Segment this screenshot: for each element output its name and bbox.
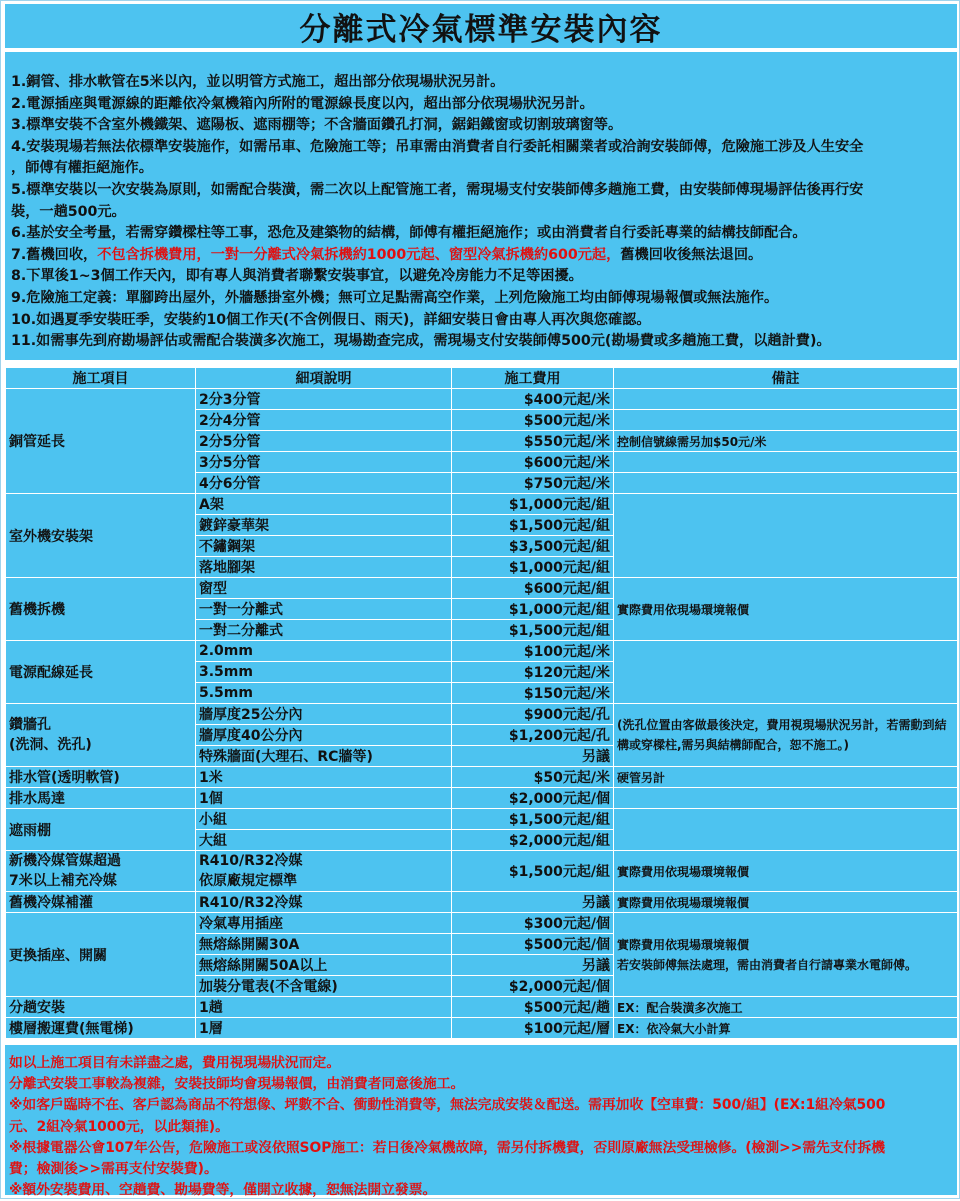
rule-7-lead: 7.舊機回收， bbox=[11, 246, 98, 263]
header-fee: 施工費用 bbox=[452, 368, 614, 389]
fee: $500元起/趟 bbox=[452, 997, 614, 1018]
fee: $750元起/米 bbox=[452, 473, 614, 494]
detail: 2.0mm bbox=[196, 641, 452, 662]
note bbox=[614, 641, 958, 704]
item-drain-motor: 排水馬達 bbox=[6, 788, 196, 809]
fee: $1,500元起/組 bbox=[452, 620, 614, 641]
item-copper: 銅管延長 bbox=[6, 389, 196, 494]
detail: 大組 bbox=[196, 830, 452, 851]
fee: $2,000元起/組 bbox=[452, 830, 614, 851]
note-drill: (洗孔位置由客做最後決定，費用視現場狀況另計，若需動到結構或穿樑柱,需另與結構師配合，恕不施工。) bbox=[614, 704, 958, 767]
rule-2: 2.電源插座與電源線的距離依冷氣機箱內所附的電源線長度以內，超出部分依現場狀況另計。 bbox=[11, 95, 594, 112]
detail: 2分5分管 bbox=[196, 431, 452, 452]
detail: 2分3分管 bbox=[196, 389, 452, 410]
rule-9: 9.危險施工定義：單腳跨出屋外，外牆懸掛室外機；無可立足點需高空作業，上列危險施工均由師傅現場報價或無法施作。 bbox=[11, 289, 779, 306]
rule-5: 5.標準安裝以一次安裝為原則，如需配合裝潢，需二次以上配管施工者，需現場支付安裝師傅多趟施工費，由安裝師傅現場評估後再行安 bbox=[11, 181, 864, 198]
note bbox=[614, 494, 958, 578]
detail: 無熔絲開關50A以上 bbox=[196, 955, 452, 976]
fee: $100元起/層 bbox=[452, 1018, 614, 1039]
fee: $1,200元起/孔 bbox=[452, 725, 614, 746]
note-stairs: EX：依冷氣大小計算 bbox=[614, 1018, 958, 1039]
table-row bbox=[6, 788, 958, 809]
detail: 加裝分電表(不含電線) bbox=[196, 976, 452, 997]
note-removal: 實際費用依現場環境報價 bbox=[614, 578, 958, 641]
fee: $3,500元起/組 bbox=[452, 536, 614, 557]
table-row bbox=[6, 851, 958, 892]
item-drain-pipe: 排水管(透明軟管) bbox=[6, 767, 196, 788]
fee: $500元起/個 bbox=[452, 934, 614, 955]
fee: $1,000元起/組 bbox=[452, 557, 614, 578]
fee: $300元起/個 bbox=[452, 913, 614, 934]
detail: R410/R32冷媒 依原廠規定標準 bbox=[196, 851, 452, 892]
item-trips: 分趟安裝 bbox=[6, 997, 196, 1018]
rule-5-cont: 裝，一趟500元。 bbox=[11, 203, 126, 220]
detail: 牆厚度40公分內 bbox=[196, 725, 452, 746]
detail: 3.5mm bbox=[196, 662, 452, 683]
fee: 另議 bbox=[452, 955, 614, 976]
fee: $1,500元起/組 bbox=[452, 809, 614, 830]
fee: $120元起/米 bbox=[452, 662, 614, 683]
rule-4: 4.安裝現場若無法依標準安裝施作，如需吊車、危險施工等；吊車需由消費者自行委託相關業者或洽詢安裝師傅，危險施工涉及人生安全 bbox=[11, 138, 864, 155]
item-socket: 更換插座、開關 bbox=[6, 913, 196, 997]
detail: 1趟 bbox=[196, 997, 452, 1018]
rule-6: 6.基於安全考量，若需穿鑽樑柱等工事，恐危及建築物的結構，師傅有權拒絕施作；或由消費者自行委託專業的結構技師配合。 bbox=[11, 225, 807, 242]
fee: $600元起/組 bbox=[452, 578, 614, 599]
table-row bbox=[6, 913, 958, 934]
page-title: 分離式冷氣標準安裝內容 bbox=[5, 4, 957, 48]
item-awning: 遮雨棚 bbox=[6, 809, 196, 851]
table-row bbox=[6, 578, 958, 599]
table-row bbox=[6, 641, 958, 662]
fee: $2,000元起/個 bbox=[452, 788, 614, 809]
item-stairs: 樓層搬運費(無電梯) bbox=[6, 1018, 196, 1039]
table-row bbox=[6, 704, 958, 725]
rule-7 bbox=[11, 245, 951, 267]
note-refill-old: 實際費用依現場環境報價 bbox=[614, 892, 958, 913]
fee: $100元起/米 bbox=[452, 641, 614, 662]
detail: 不鏽鋼架 bbox=[196, 536, 452, 557]
detail: A架 bbox=[196, 494, 452, 515]
detail: 落地腳架 bbox=[196, 557, 452, 578]
footer-line: ※根據電器公會107年公告，危險施工或沒依照SOP施工：若日後冷氣機故障，需另付拆機費，否則原廠無法受理檢修。(檢測>>需先支付拆機 bbox=[9, 1139, 886, 1156]
note-refill-new: 實際費用依現場環境報價 bbox=[614, 851, 958, 892]
footer-line: 如以上施工項目有未詳盡之處，費用視現場狀況而定。 bbox=[9, 1055, 341, 1071]
fee: $600元起/米 bbox=[452, 452, 614, 473]
fee: $1,000元起/組 bbox=[452, 599, 614, 620]
note-trips: EX：配合裝潢多次施工 bbox=[614, 997, 958, 1018]
table-row bbox=[6, 809, 958, 830]
fee: $500元起/米 bbox=[452, 410, 614, 431]
header-item: 施工項目 bbox=[6, 368, 196, 389]
detail: 一對一分離式 bbox=[196, 599, 452, 620]
footer-line: 分離式安裝工事較為複雜，安裝技師均會現場報價，由消費者同意後施工。 bbox=[9, 1076, 465, 1093]
note bbox=[614, 410, 958, 431]
footer-notes bbox=[5, 1045, 957, 1199]
detail: 冷氣專用插座 bbox=[196, 913, 452, 934]
fee: 另議 bbox=[452, 746, 614, 767]
table-row bbox=[6, 997, 958, 1018]
detail: 1個 bbox=[196, 788, 452, 809]
detail: 鍍鋅豪華架 bbox=[196, 515, 452, 536]
fee: $150元起/米 bbox=[452, 683, 614, 704]
rule-7-highlight: 不包含拆機費用，一對一分離式冷氣拆機約1000元起、窗型冷氣拆機約600元起， bbox=[97, 246, 621, 263]
fee: $400元起/米 bbox=[452, 389, 614, 410]
fee: $1,000元起/組 bbox=[452, 494, 614, 515]
rule-3: 3.標準安裝不含室外機鐵架、遮陽板、遮雨棚等；不含牆面鑽孔打洞，鋸鋁鐵窗或切割玻璃窗等。 bbox=[11, 117, 623, 134]
item-removal: 舊機拆機 bbox=[6, 578, 196, 641]
footer-line: ※額外安裝費用、空趟費、勘場費等，僅開立收據，恕無法開立發票。 bbox=[9, 1182, 437, 1199]
item-drill: 鑽牆孔 (洗洞、洗孔) bbox=[6, 704, 196, 767]
note bbox=[614, 389, 958, 410]
detail: 3分5分管 bbox=[196, 452, 452, 473]
header-detail: 細項說明 bbox=[196, 368, 452, 389]
footer-line: 費；檢測後>>需再支付安裝費)。 bbox=[9, 1161, 218, 1178]
table-header-row bbox=[6, 368, 958, 389]
note bbox=[614, 809, 958, 851]
rule-10: 10.如遇夏季安裝旺季，安裝約10個工作天(不含例假日、雨天)，詳細安裝日會由專人再次與您確認。 bbox=[11, 311, 651, 328]
detail: 小組 bbox=[196, 809, 452, 830]
detail: 窗型 bbox=[196, 578, 452, 599]
item-rack: 室外機安裝架 bbox=[6, 494, 196, 578]
note-drain-pipe: 硬管另計 bbox=[614, 767, 958, 788]
fee: $1,500元起/組 bbox=[452, 515, 614, 536]
fee: 另議 bbox=[452, 892, 614, 913]
footer-line: ※如客戶臨時不在、客戶認為商品不符想像、坪數不合、衝動性消費等，無法完成安裝＆配送。需再加收【空車費：500/組】(EX:1組冷氣500 bbox=[9, 1097, 886, 1114]
detail: 5.5mm bbox=[196, 683, 452, 704]
table-row bbox=[6, 892, 958, 913]
note-copper: 控制信號線需另加$50元/米 bbox=[614, 431, 958, 452]
item-refill-new: 新機冷媒管媒超過 7米以上補充冷媒 bbox=[6, 851, 196, 892]
footer-line: 元、2組冷氣1000元，以此類推)。 bbox=[9, 1118, 229, 1135]
note-socket: 實際費用依現場環境報價 若安裝師傅無法處理，需由消費者自行請專業水電師傅。 bbox=[614, 913, 958, 997]
rule-7-tail: 舊機回收後無法退回。 bbox=[620, 246, 763, 263]
detail: 2分4分管 bbox=[196, 410, 452, 431]
detail: 1層 bbox=[196, 1018, 452, 1039]
installation-rules bbox=[5, 52, 957, 360]
detail: 無熔絲開關30A bbox=[196, 934, 452, 955]
note bbox=[614, 473, 958, 494]
detail: 4分6分管 bbox=[196, 473, 452, 494]
fee: $2,000元起/個 bbox=[452, 976, 614, 997]
note bbox=[614, 452, 958, 473]
detail: 1米 bbox=[196, 767, 452, 788]
fee: $900元起/孔 bbox=[452, 704, 614, 725]
table-row bbox=[6, 1018, 958, 1039]
fee: $50元起/米 bbox=[452, 767, 614, 788]
price-table bbox=[5, 367, 958, 1039]
note bbox=[614, 788, 958, 809]
item-power: 電源配線延長 bbox=[6, 641, 196, 704]
table-row bbox=[6, 494, 958, 515]
detail: 特殊牆面(大理石、RC牆等) bbox=[196, 746, 452, 767]
rule-1: 1.銅管、排水軟管在5米以內，並以明管方式施工，超出部分依現場狀況另計。 bbox=[11, 74, 505, 90]
rule-4-cont: ，師傅有權拒絕施作。 bbox=[11, 160, 153, 177]
detail: 一對二分離式 bbox=[196, 620, 452, 641]
table-row bbox=[6, 389, 958, 410]
fee: $1,500元起/組 bbox=[452, 851, 614, 892]
header-note: 備註 bbox=[614, 368, 958, 389]
rule-8: 8.下單後1~3個工作天內，即有專人與消費者聯繫安裝事宜，以避免冷房能力不足等困擾。 bbox=[11, 268, 583, 285]
fee: $550元起/米 bbox=[452, 431, 614, 452]
detail: R410/R32冷媒 bbox=[196, 892, 452, 913]
detail: 牆厚度25公分內 bbox=[196, 704, 452, 725]
item-refill-old: 舊機冷媒補灌 bbox=[6, 892, 196, 913]
rule-11: 11.如需事先到府勘場評估或需配合裝潢多次施工，現場勘查完成，需現場支付安裝師傅500元(勘場費或多趟施工費，以趟計費)。 bbox=[11, 333, 831, 350]
table-row bbox=[6, 767, 958, 788]
